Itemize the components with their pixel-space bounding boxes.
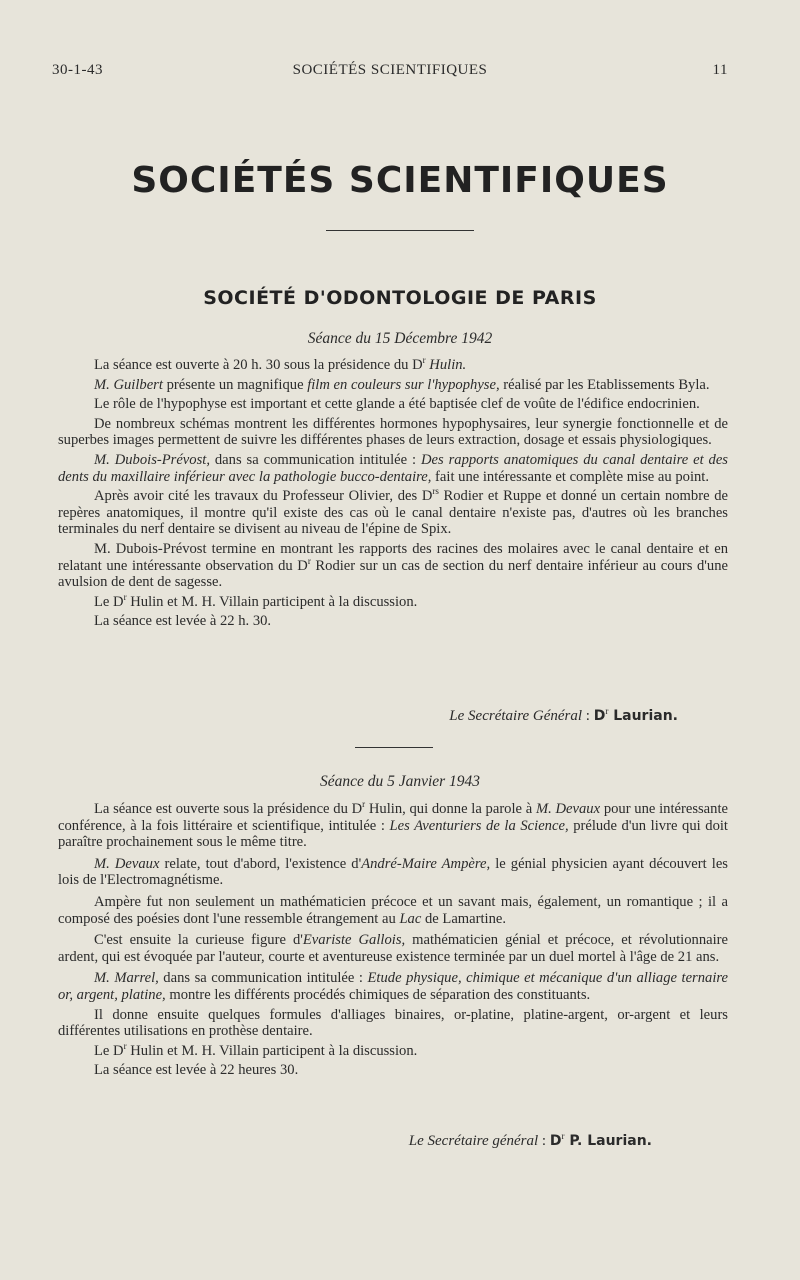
seance-2-heading: Séance du 5 Janvier 1943 [319,773,481,790]
title-divider [326,230,474,231]
running-title: SOCIÉTÉS SCIENTIFIQUES [292,62,488,78]
paragraph: Il donne ensuite quelques formules d'alliages binaires, or-platine, platine-argent, or-argent et leurs différentes utilisations en prothèse dentaire. [58,1006,728,1040]
paragraph: Le $D^r$ Hulin et M. H. Villain participent à la discussion. [94,591,418,610]
society-heading: SOCIÉTÉ D'ODONTOLOGIE DE PARIS [203,287,597,309]
seance-1-body [58,357,728,633]
paragraph: M. Dubois-Prévost termine en montrant les rapports des racines des molaires avec le canal dentaire et en relatant une intéressante observation du $D^r$ Rodier sur un cas de section du nerf dentaire inférieur au cours d'une avulsion de dent de sagesse. [58,540,728,591]
seance-2-signature: Le Secrétaire général : $D^r$ P. Laurian. [408,1131,652,1149]
paragraph: M. Marrel, dans sa communication intitulée : Etude physique, chimique et mécanique d'un alliage ternaire or, argent, platine, montre les différents procédés chimiques de séparation des constituants. [58,970,728,1003]
seance-1-heading: Séance du 15 Décembre 1942 [307,330,493,347]
seance-1-signature: Le Secrétaire Général : $D^r$ Laurian. [449,706,678,724]
running-header [52,62,728,82]
paragraph: La séance est levée à 22 h. 30. [94,613,272,630]
paragraph: De nombreux schémas montrent les différentes hormones hypophysaires, leur synergie fonctionnelle et de superbes images permettent de suivre les différentes phases de leurs extraction, dosage et essais physiologiques. [58,415,728,449]
paragraph: Ampère fut non seulement un mathématicien précoce et un savant mais, également, un romantique ; il a composé des poésies dont l'une ressemble étrangement au Lac de Lamartine. [58,893,728,927]
page-number: 11 [712,62,728,78]
issue-date: 30-1-43 [52,62,103,78]
paragraph: La séance est levée à 22 heures 30. [94,1062,299,1079]
page-title: SOCIÉTÉS SCIENTIFIQUES [131,160,669,201]
paragraph: Le $D^r$ Hulin et M. H. Villain participent à la discussion. [94,1040,418,1059]
paragraph: M. Devaux relate, tout d'abord, l'existence d'André-Maire Ampère, le génial physicien ayant découvert les lois de l'Electromagnétisme. [58,855,728,889]
section-divider [355,747,433,748]
paragraph: C'est ensuite la curieuse figure d'Evariste Gallois, mathématicien génial et précoce, et révolutionnaire ardent, qui est évoquée par l'auteur, courte et aventureuse existence terminée par un duel mortel à l'âge de 21 ans. [58,932,728,965]
paragraph: La séance est ouverte à 20 h. 30 sous la présidence du $D^r$ Hulin. [94,355,467,373]
paragraph: M. Guilbert présente un magnifique film en couleurs sur l'hypophyse, réalisé par les Etablissements Byla. [94,376,710,393]
seance-2-body [58,801,728,1082]
paragraph: La séance est ouverte sous la présidence du $D^r$ Hulin, qui donne la parole à M. Devaux pour une intéressante conférence, à la fois littéraire et scientifique, intitulée : Les Aventuriers de la Science, prélude d'un livre qui doit paraître prochainement sous le même titre. [58,799,728,851]
paragraph: Le rôle de l'hypophyse est important et cette glande a été baptisée clef de voûte de l'édifice endocrinien. [94,396,700,413]
paragraph: M. Dubois-Prévost, dans sa communication intitulée : Des rapports anatomiques du canal dentaire et des dents du maxillaire inférieur avec la pathologie bucco-dentaire, fait une intéressante et complète mise au point. [58,451,728,485]
paragraph: Après avoir cité les travaux du Professeur Olivier, des $D^{rs}$ Rodier et Ruppe et donné un certain nombre de repères anatomiques, il montre qu'il existe des cas où le canal dentaire n'existe pas, d'autres où les branches terminales du nerf dentaire se divisent au niveau de l'épine de Spix. [58,486,728,538]
